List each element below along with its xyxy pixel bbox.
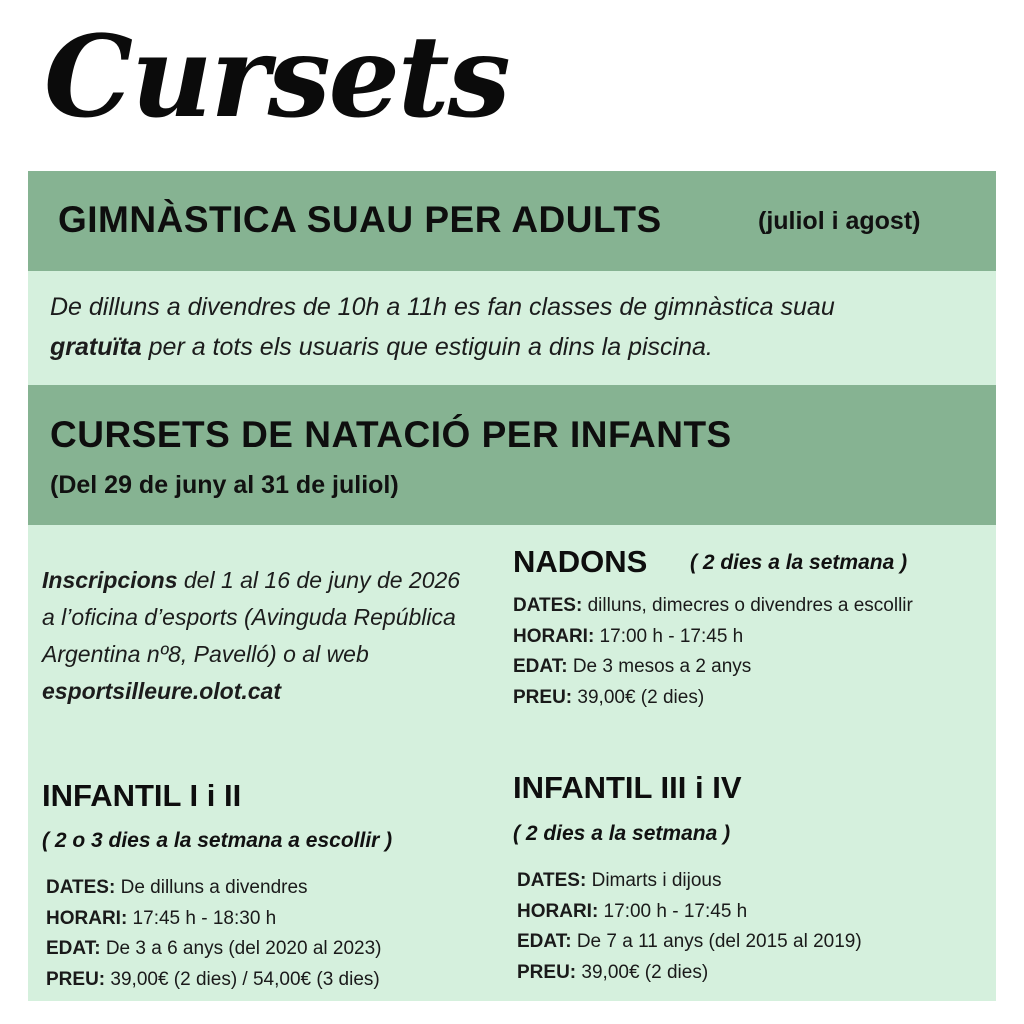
swim-heading: CURSETS DE NATACIÓ PER INFANTS: [50, 414, 732, 455]
dates-label: DATES:: [517, 870, 587, 891]
infantil12-horari-row: [46, 904, 486, 935]
infantil12-dates-row: [46, 873, 486, 904]
gym-description: [50, 287, 950, 367]
horari-label: HORARI:: [46, 907, 128, 929]
preu-label: PREU:: [46, 968, 106, 990]
infantil34-details: [517, 866, 977, 988]
infantil12-preu-row: [46, 965, 486, 996]
inscriptions-web-link[interactable]: esportsilleure.olot.cat: [42, 678, 282, 704]
infantil12-edat-row: [46, 934, 486, 965]
horari-label: HORARI:: [513, 625, 595, 647]
swim-period: (Del 29 de juny al 31 de juliol): [50, 471, 399, 499]
inscriptions-text: [42, 562, 472, 710]
infantil12-heading: INFANTIL I i II: [42, 778, 242, 813]
edat-label: EDAT:: [517, 931, 572, 952]
nadons-heading: NADONS: [513, 544, 648, 579]
preu-label: PREU:: [517, 961, 577, 983]
horari-label: HORARI:: [517, 900, 599, 922]
nadons-note: ( 2 dies a la setmana ): [690, 551, 908, 574]
nadons-preu: 39,00€ (2 dies): [572, 686, 705, 708]
nadons-horari-row: [513, 622, 943, 653]
infantil12-details: [46, 873, 486, 995]
edat-label: EDAT:: [46, 938, 101, 959]
nadons-horari: 17:00 h - 17:45 h: [594, 625, 744, 647]
infantil34-horari: 17:00 h - 17:45 h: [598, 900, 748, 922]
edat-label: EDAT:: [513, 656, 568, 677]
preu-label: PREU:: [513, 686, 573, 708]
dates-label: DATES:: [513, 595, 583, 616]
infantil34-preu: 39,00€ (2 dies): [576, 961, 709, 983]
nadons-dates-row: [513, 591, 943, 622]
infantil34-edat-row: [517, 927, 977, 958]
gym-text-1: De dilluns a divendres de 10h a 11h es fan classes de gimnàstica suau: [50, 293, 835, 321]
infantil12-edat: De 3 a 6 anys (del 2020 al 2023): [100, 938, 382, 959]
nadons-details: [513, 591, 943, 713]
infantil34-note: ( 2 dies a la setmana ): [513, 822, 731, 845]
infantil34-preu-row: [517, 958, 977, 989]
infantil34-dates: Dimarts i dijous: [586, 870, 722, 891]
page-title: Cursets: [44, 12, 509, 143]
infantil12-horari: 17:45 h - 18:30 h: [127, 907, 277, 929]
gym-text-bold: gratuïta: [50, 333, 142, 361]
infantil12-dates: De dilluns a divendres: [115, 877, 308, 898]
gym-period: (juliol i agost): [758, 207, 921, 235]
infantil34-heading: INFANTIL III i IV: [513, 770, 742, 805]
dates-label: DATES:: [46, 877, 116, 898]
gym-text-2: per a tots els usuaris que estiguin a dins la piscina.: [141, 333, 713, 361]
nadons-edat: De 3 mesos a 2 anys: [567, 656, 752, 677]
infantil12-note: ( 2 o 3 dies a la setmana a escollir ): [42, 829, 393, 852]
infantil34-edat: De 7 a 11 anys (del 2015 al 2019): [571, 931, 862, 952]
nadons-edat-row: [513, 652, 943, 683]
infantil34-horari-row: [517, 897, 977, 928]
nadons-dates: dilluns, dimecres o divendres a escollir: [582, 595, 913, 616]
inscriptions-body: del 1 al 16 de juny de 2026 a l’oficina d’esports (Avinguda República Argentina nº8, Pavelló) o al web: [42, 567, 461, 667]
inscriptions-bold: Inscripcions: [42, 567, 178, 593]
nadons-preu-row: [513, 683, 943, 714]
gym-heading: GIMNÀSTICA SUAU PER ADULTS: [58, 199, 662, 240]
infantil12-preu: 39,00€ (2 dies) / 54,00€ (3 dies): [105, 968, 380, 990]
infantil34-dates-row: [517, 866, 977, 897]
